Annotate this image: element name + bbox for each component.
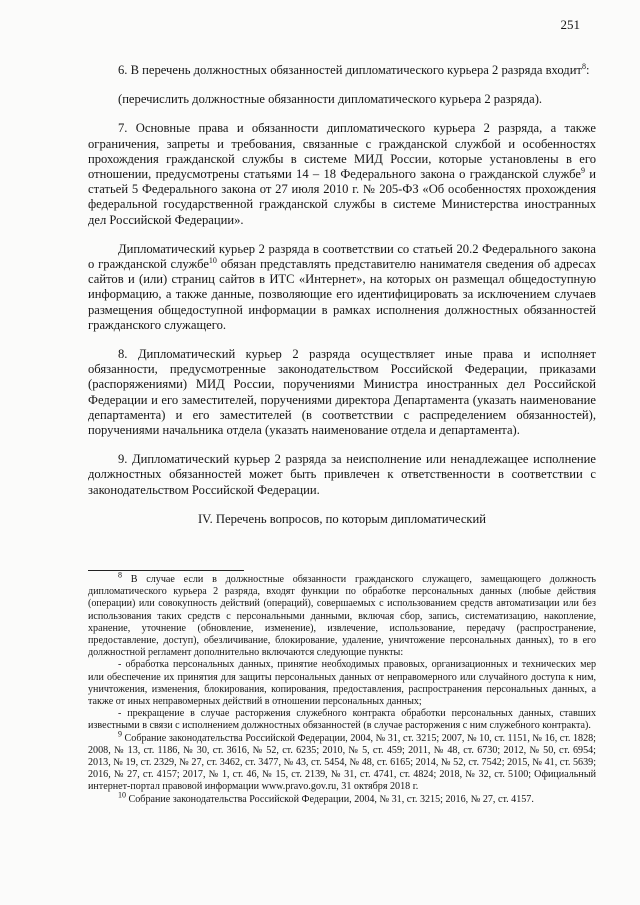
section-heading: IV. Перечень вопросов, по которым дипломатический <box>197 511 487 526</box>
paragraph-text: 9. Дипломатический курьер 2 разряда за неисполнение или ненадлежащее исполнение должностных обязанностей может быть привлечен к ответственности в соответствии с законодательством Российской Федерации. <box>88 452 596 497</box>
footnote-mark: 9 <box>118 729 122 739</box>
paragraph-8 <box>88 347 596 438</box>
paragraph-7 <box>88 121 596 227</box>
paragraph-6 <box>88 63 596 78</box>
paragraph-text: 8. Дипломатический курьер 2 разряда осуществляет иные права и исполняет обязанности, предусмотренные законодательством Российской Федерации, приказами (распоряжениями) МИД России, поручениями Министра иностранных дел Российской Федерации и его заместителей, поручениями директора Департамента (указать наименование департамента) и его заместителей (в соответствии с распределением обязанностей), поручениями начальника отдела (указать наименование отдела и департамента). <box>88 347 596 438</box>
footnote-ref: 8 <box>581 61 586 71</box>
footnote-9 <box>88 729 596 794</box>
footnote-ref: 10 <box>208 255 217 265</box>
footnote-mark: 10 <box>118 790 126 800</box>
footnote-text: Собрание законодательства Российской Федерации, 2004, № 31, ст. 3215; 2016, № 27, ст. 4157. <box>126 793 534 805</box>
footnote-8-item-2 <box>88 708 596 732</box>
footnote-text: Собрание законодательства Российской Федерации, 2004, № 31, ст. 3215; 2007, № 10, ст. 1151, № 16, ст. 1828; 2008, № 13, ст. 1186, № 30, ст. 3616, № 52, ст. 6235; 2010, № 5, ст. 459; 2011, № 48, ст. 6730; 2012, № 50, ст. 6954; 2013, № 19, ст. 2329, № 27, ст. 3462, ст. 3477, № 43, ст. 5454, № 48, ст. 6165; 2014, № 52, ст. 7542; 2015, № 41, ст. 5639; 2016, № 27, ст. 4157; 2017, № 1, ст. 46, № 15, ст. 2139, № 31, ст. 4741, ст. 4824; 2018, № 32, ст. 5100; Официальный интернет-портал правовой информации www.pravo.gov.ru, 31 октября 2018 г. <box>88 732 596 793</box>
footnote-text: - обработка персональных данных, принятие необходимых правовых, организационных и технических мер или обеспечение их принятия для защиты персональных данных от неправомерного или случайного доступа к ним, уничтожения, изменения, блокирования, копирования, предоставления, распространения персональных данных, а также от иных неправомерных действий в отношении персональных данных; <box>88 659 596 708</box>
paragraph-9 <box>88 452 596 498</box>
paragraph-text: 7. Основные права и обязанности дипломатического курьера 2 разряда, а также ограничения, запреты и требования, связанные с гражданской службой и особенностях прохождения гражданской службы в системе МИД России, которые установлены в его отношении, предусмотрены статьями 14 – 18 Федерального закона о гражданской службе <box>88 121 596 182</box>
paragraph-7-internet <box>88 242 596 333</box>
footnote-divider <box>88 570 244 571</box>
footnote-mark: 8 <box>118 570 122 580</box>
paragraph-text: Дипломатический курьер 2 разряда в соответствии со статьей 20.2 Федерального закона о гражданской службе <box>88 241 596 272</box>
page-number: 251 <box>560 17 580 32</box>
footnote-8-item-1 <box>88 659 596 708</box>
paragraph-text: (перечислить должностные обязанности дипломатического курьера 2 разряда). <box>118 92 543 107</box>
footnotes <box>88 570 596 806</box>
document-body <box>88 63 596 527</box>
paragraph-text: 6. В перечень должностных обязанностей дипломатического курьера 2 разряда входит <box>118 63 582 77</box>
footnote-8 <box>88 570 596 659</box>
footnote-ref: 9 <box>580 165 585 175</box>
footnote-10 <box>88 790 596 806</box>
footnote-text: - прекращение в случае расторжения служебного контракта обработки персональных данных, ставших известными в связи с исполнением должностных обязанностей (в случае расторжения с ним служебного контракта). <box>88 708 596 732</box>
footnote-text: В случае если в должностные обязанности гражданского служащего, замещающего должность дипломатического курьера 2 разряда, входят функции по обработке персональных данных (любые действия (операции) или совокупность действий (операций), совершаемых с использованием средств автоматизации или без использования таких средств с персональными данными, включая сбор, запись, систематизацию, накопление, хранение, уточнение (обновление, изменение), извлечение, использование, передачу (распространение, предоставление, доступ), обезличивание, блокирование, удаление, уничтожение персональных данных), то в его должностной регламент дополнительно включаются следующие пункты: <box>88 574 596 659</box>
paragraph-text: обязан представлять представителю нанимателя сведения об адресах сайтов и (или) страниц сайтов в ИТС «Интернет», на которых он размещал общедоступную информацию, а также данные, позволяющие его идентифицировать за исключением случаев размещения общедоступной информации в рамках исполнения должностных обязанностей гражданского служащего. <box>88 257 596 332</box>
paragraph-text: : <box>585 63 590 77</box>
paragraph-text: и статьей 5 Федерального закона от 27 июля 2010 г. № 205-ФЗ «Об особенностях прохождения федеральной государственной гражданской службы в системе Министерства иностранных дел Российской Федерации». <box>88 167 597 227</box>
paragraph-6-placeholder <box>88 92 596 107</box>
